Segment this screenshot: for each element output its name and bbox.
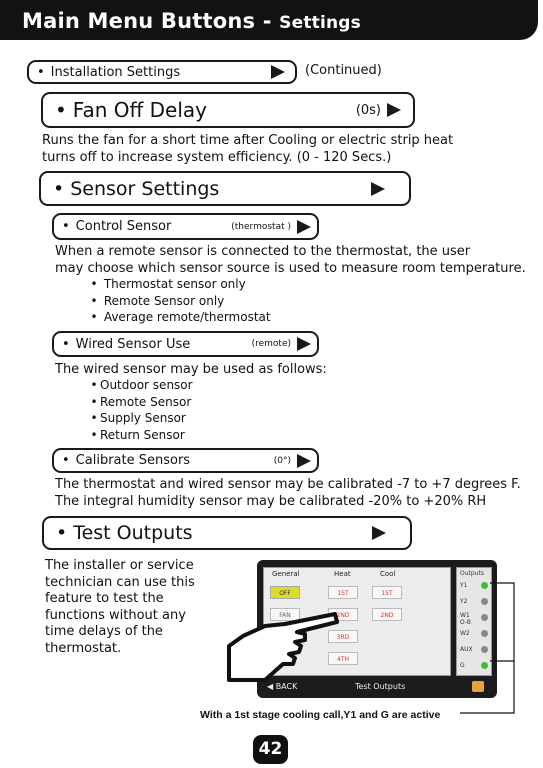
fan-off-delay-desc-1: Runs the fan for a short time after Cooling or electric strip heat xyxy=(42,133,454,148)
test-outputs-button[interactable] xyxy=(42,516,412,550)
fan-off-delay-desc-2: turns off to increase system efficiency. (0 - 120 Secs.) xyxy=(42,150,392,165)
cool-header: Cool xyxy=(380,570,396,578)
calibrate-sensors-button[interactable] xyxy=(52,448,319,473)
installation-settings-label: Installation Settings xyxy=(50,64,181,80)
play-arrow-icon xyxy=(387,103,401,117)
list-item: • Thermostat sensor only xyxy=(90,277,246,291)
list-item: • Outdoor sensor xyxy=(90,378,193,392)
wired-sensor-use-label: Wired Sensor Use xyxy=(75,336,191,352)
hand-pointer-icon xyxy=(225,606,345,686)
heat-3rd-button[interactable]: 3RD xyxy=(328,630,358,643)
installation-settings-button[interactable] xyxy=(27,60,297,84)
screen-caption: With a 1st stage cooling call,Y1 and G are active xyxy=(200,709,441,721)
bullet-icon: • xyxy=(62,219,70,234)
wired-sensor-use-button[interactable] xyxy=(52,331,319,357)
play-arrow-icon xyxy=(372,526,386,540)
list-item: • Remote Sensor only xyxy=(90,293,225,308)
control-sensor-button[interactable] xyxy=(52,213,319,240)
page-number: 42 xyxy=(253,735,288,764)
wired-sensor-use-value: (remote) xyxy=(251,339,291,349)
play-arrow-icon xyxy=(271,65,285,79)
calibrate-sensors-label: Calibrate Sensors xyxy=(75,453,191,468)
control-sensor-desc-1: When a remote sensor is connected to the thermostat, the user xyxy=(55,244,471,259)
heat-4th-button[interactable]: 4TH xyxy=(328,652,358,665)
sensor-settings-button[interactable] xyxy=(39,171,411,206)
continued-label: (Continued) xyxy=(305,63,382,78)
play-arrow-icon xyxy=(297,337,311,351)
header-title: Main Menu Buttons xyxy=(22,9,256,33)
page-header xyxy=(0,0,538,40)
off-button[interactable]: OFF xyxy=(270,586,300,599)
cool-1st-button[interactable]: 1ST xyxy=(372,586,402,599)
output-aux-label: AUX xyxy=(460,646,473,653)
fan-button[interactable]: FAN xyxy=(270,608,300,621)
wired-sensor-options xyxy=(88,377,193,443)
control-sensor-options xyxy=(88,276,271,326)
bullet-icon: • xyxy=(53,177,65,200)
list-item: • Supply Sensor xyxy=(90,411,186,425)
play-arrow-icon xyxy=(371,182,385,196)
output-w1-label: W1 O-B xyxy=(460,612,471,626)
header-subtitle: Settings xyxy=(279,13,361,33)
control-sensor-value: (thermostat ) xyxy=(231,221,291,232)
wired-sensor-desc: The wired sensor may be used as follows: xyxy=(55,362,327,377)
fan-off-delay-button[interactable] xyxy=(41,92,415,128)
calibrate-desc-2: The integral humidity sensor may be calibrated -20% to +20% RH xyxy=(55,494,487,509)
fan-off-delay-value: (0s) xyxy=(355,102,381,118)
output-y2-label: Y2 xyxy=(460,598,468,605)
heat-header: Heat xyxy=(334,570,351,578)
bullet-icon: • xyxy=(62,336,70,352)
output-w2-label: W2 xyxy=(460,630,470,637)
output-g-label: G xyxy=(460,662,465,669)
back-button[interactable]: ◀ BACK xyxy=(267,682,298,691)
test-outputs-label: Test Outputs xyxy=(73,522,193,544)
play-arrow-icon xyxy=(297,220,311,234)
calibrate-desc-1: The thermostat and wired sensor may be calibrated -7 to +7 degrees F. xyxy=(55,477,521,492)
outputs-title: Outputs xyxy=(460,570,484,577)
bullet-icon: • xyxy=(62,453,70,468)
control-sensor-desc-2: may choose which sensor source is used to measure room temperature. xyxy=(55,261,526,276)
calibrate-sensors-value: (0°) xyxy=(273,455,291,466)
bullet-icon: • xyxy=(56,522,68,544)
list-item: • Average remote/thermostat xyxy=(90,310,271,324)
general-header: General xyxy=(272,570,300,578)
cool-2nd-button[interactable]: 2ND xyxy=(372,608,402,621)
bullet-icon: • xyxy=(37,64,45,80)
sensor-settings-label: Sensor Settings xyxy=(70,177,220,200)
list-item: • Remote Sensor xyxy=(90,394,192,409)
screen-title: Test Outputs xyxy=(355,682,406,691)
heat-2nd-button[interactable]: 2ND xyxy=(328,608,358,621)
header-dash: - xyxy=(262,9,272,33)
bullet-icon: • xyxy=(55,98,67,122)
list-item: • Return Sensor xyxy=(90,427,185,442)
play-arrow-icon xyxy=(297,454,311,468)
fan-off-delay-label: Fan Off Delay xyxy=(72,98,207,122)
test-outputs-desc: The installer or service technician can use this feature to test the functions without any time delays of the thermostat. xyxy=(45,558,195,656)
connector-lines xyxy=(440,575,520,715)
control-sensor-label: Control Sensor xyxy=(75,219,172,234)
heat-1st-button[interactable]: 1ST xyxy=(328,586,358,599)
output-y1-label: Y1 xyxy=(460,582,468,589)
